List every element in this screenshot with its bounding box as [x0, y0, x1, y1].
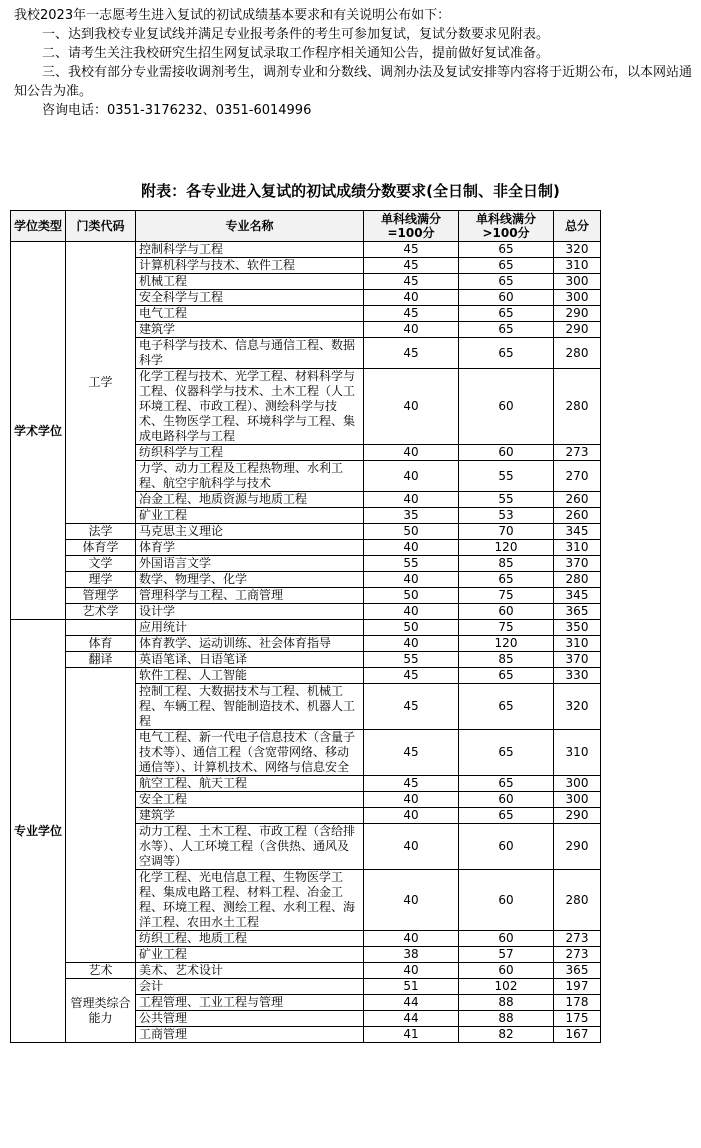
score-100-cell: 40	[364, 322, 459, 338]
table-title: 附表：各专业进入复试的初试成绩分数要求(全日制、非全日制)	[141, 182, 560, 200]
total-score-cell: 260	[554, 508, 601, 524]
major-name-cell: 化学工程与技术、光学工程、材料科学与工程、仪器科学与技术、土木工程（人工环境工程、市政工程）、测绘科学与技术、生物医学工程、环境科学与工程、集成电路科学与工程	[136, 369, 364, 445]
score-100-cell: 45	[364, 274, 459, 290]
score-over-100-cell: 120	[459, 636, 554, 652]
score-100-cell: 50	[364, 620, 459, 636]
total-score-cell: 273	[554, 947, 601, 963]
major-name-cell: 工程管理、工业工程与管理	[136, 995, 364, 1011]
score-100-cell: 45	[364, 776, 459, 792]
table-row	[11, 242, 601, 258]
score-over-100-cell: 60	[459, 931, 554, 947]
score-100-cell: 45	[364, 242, 459, 258]
header-degree-type: 学位类型	[11, 211, 66, 242]
score-100-cell: 45	[364, 684, 459, 730]
score-100-cell: 45	[364, 258, 459, 274]
score-over-100-cell: 60	[459, 369, 554, 445]
total-score-cell: 273	[554, 445, 601, 461]
category-cell	[66, 620, 136, 636]
score-100-cell: 40	[364, 870, 459, 931]
intro-item-2: 二、请考生关注我校研究生招生网复试录取工作程序相关通知公告，提前做好复试准备。	[42, 46, 550, 61]
total-score-cell: 290	[554, 824, 601, 870]
category-cell: 艺术学	[66, 604, 136, 620]
total-score-cell: 280	[554, 572, 601, 588]
header-single-subject-100: 单科线满分=100分	[364, 211, 459, 242]
major-name-cell: 设计学	[136, 604, 364, 620]
score-100-cell: 40	[364, 808, 459, 824]
score-over-100-cell: 82	[459, 1027, 554, 1043]
score-100-cell: 55	[364, 556, 459, 572]
major-name-cell: 体育教学、运动训练、社会体育指导	[136, 636, 364, 652]
total-score-cell: 345	[554, 588, 601, 604]
intro-item-1: 一、达到我校专业复试线并满足专业报考条件的考生可参加复试，复试分数要求见附表。	[42, 27, 550, 42]
score-100-cell: 50	[364, 588, 459, 604]
header-category-code: 门类代码	[66, 211, 136, 242]
total-score-cell: 310	[554, 636, 601, 652]
major-name-cell: 控制工程、大数据技术与工程、机械工程、车辆工程、智能制造技术、机器人工程	[136, 684, 364, 730]
total-score-cell: 365	[554, 963, 601, 979]
category-cell: 艺术	[66, 963, 136, 979]
total-score-cell: 370	[554, 556, 601, 572]
score-100-cell: 45	[364, 730, 459, 776]
score-100-cell: 51	[364, 979, 459, 995]
score-over-100-cell: 55	[459, 461, 554, 492]
degree-type-cell: 专业学位	[11, 620, 66, 1043]
intro-lead: 我校2023年一志愿考生进入复试的初试成绩基本要求和有关说明公布如下：	[14, 8, 451, 23]
category-cell: 体育学	[66, 540, 136, 556]
score-100-cell: 38	[364, 947, 459, 963]
total-score-cell: 330	[554, 668, 601, 684]
major-name-cell: 美术、艺术设计	[136, 963, 364, 979]
major-name-cell: 动力工程、土木工程、市政工程（含给排水等）、人工环境工程（含供热、通风及空调等）	[136, 824, 364, 870]
table-row	[11, 540, 601, 556]
score-over-100-cell: 102	[459, 979, 554, 995]
total-score-cell: 280	[554, 870, 601, 931]
degree-type-cell: 学术学位	[11, 242, 66, 620]
contact-phone: 咨询电话：0351-3176232、0351-6014996	[42, 103, 312, 118]
major-name-cell: 管理科学与工程、工商管理	[136, 588, 364, 604]
major-name-cell: 公共管理	[136, 1011, 364, 1027]
score-over-100-cell: 88	[459, 995, 554, 1011]
score-over-100-cell: 85	[459, 556, 554, 572]
score-100-cell: 40	[364, 540, 459, 556]
score-over-100-cell: 70	[459, 524, 554, 540]
score-over-100-cell: 53	[459, 508, 554, 524]
table-row	[11, 652, 601, 668]
score-over-100-cell: 55	[459, 492, 554, 508]
total-score-cell: 365	[554, 604, 601, 620]
intro-section	[14, 6, 694, 120]
score-table	[10, 210, 601, 1043]
category-cell: 文学	[66, 556, 136, 572]
total-score-cell: 290	[554, 306, 601, 322]
total-score-cell: 167	[554, 1027, 601, 1043]
major-name-cell: 力学、动力工程及工程热物理、水利工程、航空宇航科学与技术	[136, 461, 364, 492]
score-over-100-cell: 120	[459, 540, 554, 556]
table-row	[11, 668, 601, 684]
score-100-cell: 40	[364, 931, 459, 947]
major-name-cell: 工商管理	[136, 1027, 364, 1043]
total-score-cell: 280	[554, 338, 601, 369]
score-over-100-cell: 57	[459, 947, 554, 963]
major-name-cell: 会计	[136, 979, 364, 995]
score-over-100-cell: 60	[459, 445, 554, 461]
score-100-cell: 40	[364, 636, 459, 652]
total-score-cell: 300	[554, 792, 601, 808]
major-name-cell: 建筑学	[136, 808, 364, 824]
total-score-cell: 270	[554, 461, 601, 492]
total-score-cell: 350	[554, 620, 601, 636]
header-major-name: 专业名称	[136, 211, 364, 242]
total-score-cell: 310	[554, 540, 601, 556]
category-cell: 管理类综合能力	[66, 979, 136, 1043]
total-score-cell: 197	[554, 979, 601, 995]
total-score-cell: 300	[554, 290, 601, 306]
category-cell: 体育	[66, 636, 136, 652]
table-row	[11, 979, 601, 995]
major-name-cell: 矿业工程	[136, 508, 364, 524]
score-100-cell: 40	[364, 461, 459, 492]
total-score-cell: 300	[554, 776, 601, 792]
score-100-cell: 41	[364, 1027, 459, 1043]
category-cell: 理学	[66, 572, 136, 588]
major-name-cell: 计算机科学与技术、软件工程	[136, 258, 364, 274]
table-header-row	[11, 211, 601, 242]
major-name-cell: 纺织工程、地质工程	[136, 931, 364, 947]
header-single-subject-over-100: 单科线满分>100分	[459, 211, 554, 242]
total-score-cell: 273	[554, 931, 601, 947]
score-100-cell: 45	[364, 668, 459, 684]
score-over-100-cell: 60	[459, 870, 554, 931]
score-over-100-cell: 65	[459, 730, 554, 776]
score-100-cell: 40	[364, 572, 459, 588]
major-name-cell: 马克思主义理论	[136, 524, 364, 540]
category-cell: 法学	[66, 524, 136, 540]
score-over-100-cell: 75	[459, 620, 554, 636]
score-100-cell: 40	[364, 963, 459, 979]
score-over-100-cell: 65	[459, 242, 554, 258]
major-name-cell: 安全科学与工程	[136, 290, 364, 306]
score-100-cell: 40	[364, 369, 459, 445]
table-row	[11, 604, 601, 620]
major-name-cell: 应用统计	[136, 620, 364, 636]
score-over-100-cell: 75	[459, 588, 554, 604]
table-row	[11, 963, 601, 979]
total-score-cell: 320	[554, 684, 601, 730]
score-100-cell: 44	[364, 995, 459, 1011]
major-name-cell: 安全工程	[136, 792, 364, 808]
score-over-100-cell: 65	[459, 306, 554, 322]
total-score-cell: 260	[554, 492, 601, 508]
total-score-cell: 175	[554, 1011, 601, 1027]
table-row	[11, 524, 601, 540]
score-over-100-cell: 60	[459, 792, 554, 808]
intro-item-3: 三、我校有部分专业需接收调剂考生，调剂专业和分数线、调剂办法及复试安排等内容将于近期公布，以本网站通知公告为准。	[14, 65, 693, 99]
total-score-cell: 310	[554, 730, 601, 776]
score-100-cell: 50	[364, 524, 459, 540]
total-score-cell: 178	[554, 995, 601, 1011]
major-name-cell: 电子科学与技术、信息与通信工程、数据科学	[136, 338, 364, 369]
score-over-100-cell: 60	[459, 824, 554, 870]
score-100-cell: 40	[364, 824, 459, 870]
table-row	[11, 572, 601, 588]
score-over-100-cell: 65	[459, 338, 554, 369]
table-row	[11, 620, 601, 636]
score-100-cell: 40	[364, 792, 459, 808]
major-name-cell: 纺织科学与工程	[136, 445, 364, 461]
score-over-100-cell: 65	[459, 684, 554, 730]
table-row	[11, 556, 601, 572]
score-over-100-cell: 65	[459, 776, 554, 792]
score-100-cell: 44	[364, 1011, 459, 1027]
score-over-100-cell: 60	[459, 963, 554, 979]
score-over-100-cell: 65	[459, 572, 554, 588]
major-name-cell: 化学工程、光电信息工程、生物医学工程、集成电路工程、材料工程、冶金工程、环境工程、测绘工程、水利工程、海洋工程、农田水土工程	[136, 870, 364, 931]
score-100-cell: 40	[364, 290, 459, 306]
score-100-cell: 45	[364, 306, 459, 322]
score-100-cell: 55	[364, 652, 459, 668]
major-name-cell: 英语笔译、日语笔译	[136, 652, 364, 668]
total-score-cell: 345	[554, 524, 601, 540]
major-name-cell: 软件工程、人工智能	[136, 668, 364, 684]
major-name-cell: 数学、物理学、化学	[136, 572, 364, 588]
score-100-cell: 40	[364, 445, 459, 461]
total-score-cell: 310	[554, 258, 601, 274]
major-name-cell: 电气工程、新一代电子信息技术（含量子技术等）、通信工程（含宽带网络、移动通信等）、计算机技术、网络与信息安全	[136, 730, 364, 776]
major-name-cell: 冶金工程、地质资源与地质工程	[136, 492, 364, 508]
major-name-cell: 航空工程、航天工程	[136, 776, 364, 792]
major-name-cell: 体育学	[136, 540, 364, 556]
total-score-cell: 290	[554, 322, 601, 338]
score-over-100-cell: 85	[459, 652, 554, 668]
major-name-cell: 机械工程	[136, 274, 364, 290]
major-name-cell: 建筑学	[136, 322, 364, 338]
major-name-cell: 矿业工程	[136, 947, 364, 963]
score-over-100-cell: 60	[459, 290, 554, 306]
score-over-100-cell: 65	[459, 322, 554, 338]
major-name-cell: 外国语言文学	[136, 556, 364, 572]
total-score-cell: 300	[554, 274, 601, 290]
table-row	[11, 588, 601, 604]
major-name-cell: 控制科学与工程	[136, 242, 364, 258]
total-score-cell: 280	[554, 369, 601, 445]
table-row	[11, 636, 601, 652]
category-cell: 工学	[66, 242, 136, 524]
score-100-cell: 35	[364, 508, 459, 524]
score-over-100-cell: 65	[459, 808, 554, 824]
category-cell	[66, 668, 136, 963]
category-cell: 管理学	[66, 588, 136, 604]
category-cell: 翻译	[66, 652, 136, 668]
header-total: 总分	[554, 211, 601, 242]
score-100-cell: 40	[364, 604, 459, 620]
score-over-100-cell: 65	[459, 258, 554, 274]
total-score-cell: 320	[554, 242, 601, 258]
major-name-cell: 电气工程	[136, 306, 364, 322]
score-over-100-cell: 88	[459, 1011, 554, 1027]
score-over-100-cell: 65	[459, 668, 554, 684]
score-100-cell: 40	[364, 492, 459, 508]
total-score-cell: 290	[554, 808, 601, 824]
score-over-100-cell: 60	[459, 604, 554, 620]
total-score-cell: 370	[554, 652, 601, 668]
score-100-cell: 45	[364, 338, 459, 369]
score-over-100-cell: 65	[459, 274, 554, 290]
